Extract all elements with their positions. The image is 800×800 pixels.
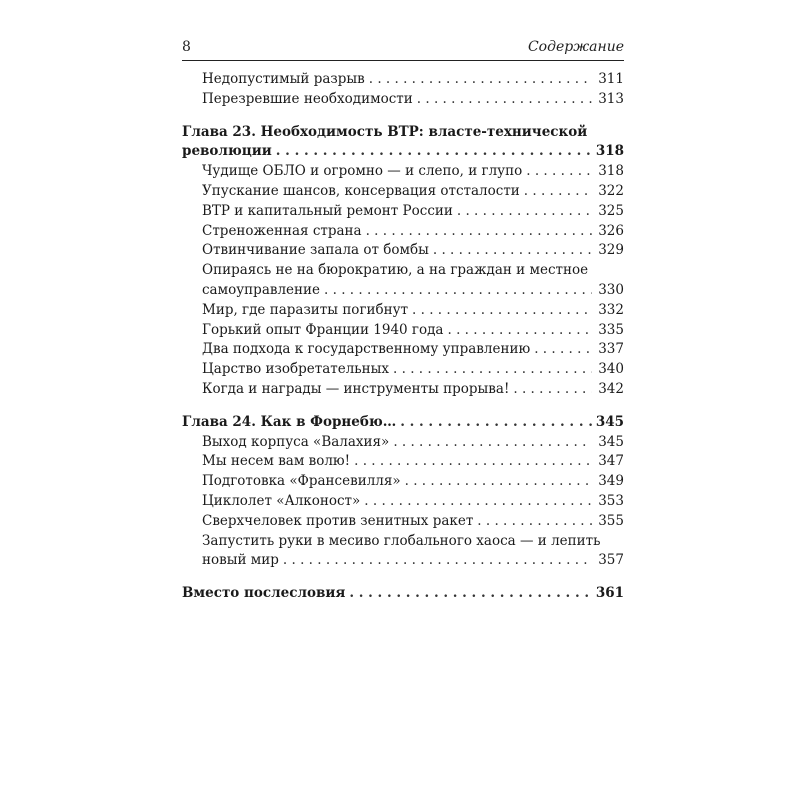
toc-entry [182, 222, 624, 242]
toc-entry-page: 347 [598, 453, 624, 470]
toc-entry-title: Стреноженная страна [202, 222, 362, 239]
toc-entry [182, 472, 624, 492]
toc-entry [182, 70, 624, 90]
dot-leader [433, 241, 592, 261]
toc-entry-page: 332 [598, 301, 624, 318]
toc-entry [182, 360, 624, 380]
toc-entry-title: Отвинчивание запала от бомбы [202, 242, 429, 259]
toc-entry-title: Перезревшие необходимости [202, 90, 413, 107]
toc-entry-title: Чудище ОБЛО и огромно — и слепо, и глупо [202, 163, 523, 180]
dot-leader [364, 492, 592, 512]
toc-entry-title: Царство изобретательных [202, 361, 390, 378]
toc-entry [182, 281, 624, 301]
toc-entry [182, 551, 624, 571]
toc-entry-page: 345 [598, 433, 624, 450]
dot-leader [283, 551, 592, 571]
toc-entry-title-line: новый мир [202, 552, 279, 569]
toc-entry-title: Мы несем вам волю! [202, 453, 351, 470]
dot-leader [369, 70, 592, 90]
toc-entry-page: 353 [598, 492, 624, 509]
toc-entry [182, 380, 624, 400]
dot-leader [393, 360, 592, 380]
dot-leader [393, 433, 592, 453]
toc-entry-page: 337 [598, 341, 624, 358]
toc-entry-title: Выход корпуса «Валахия» [202, 433, 390, 450]
table-of-contents [182, 70, 624, 604]
toc-entry-title: Мир, где паразиты погибнут [202, 301, 409, 318]
dot-leader [447, 321, 592, 341]
dot-leader [524, 182, 592, 202]
toc-entry-page: 329 [598, 242, 624, 259]
dot-leader [477, 512, 592, 532]
dot-leader [534, 340, 592, 360]
dot-leader [349, 584, 591, 604]
chapter-page: 318 [595, 143, 624, 160]
toc-entry-page: 330 [598, 281, 624, 298]
toc-entry-title: Циклолет «Алконост» [202, 492, 361, 509]
toc-entry [182, 202, 624, 222]
toc-entry-page: 313 [598, 90, 624, 107]
dot-leader [417, 90, 592, 110]
toc-entry [182, 452, 624, 472]
dot-leader [276, 142, 592, 162]
toc-entry [182, 340, 624, 360]
dot-leader [405, 472, 592, 492]
dot-leader [324, 281, 592, 301]
page-number: 8 [182, 39, 191, 55]
chapter-page: 345 [595, 413, 624, 430]
toc-entry [182, 241, 624, 261]
toc-entry-title: Когда и награды — инструменты прорыва! [202, 380, 510, 397]
toc-entry-page: 340 [598, 361, 624, 378]
chapter-title: Глава 24. Как в Форнебю… [182, 413, 397, 430]
dot-leader [366, 222, 592, 242]
afterword-page: 361 [595, 585, 624, 602]
toc-entry-title-line: Опираясь не на бюрократию, а на граждан и местное [202, 262, 589, 279]
toc-entry-page: 325 [598, 202, 624, 219]
dot-leader [513, 380, 592, 400]
chapter-title-line: революции [182, 143, 272, 160]
toc-entry-title: Подготовка «Франсевилля» [202, 473, 401, 490]
toc-entry-title: Горький опыт Франции 1940 года [202, 321, 444, 338]
chapter-title-line: Глава 23. Необходимость ВТР: власте-технической [182, 123, 588, 140]
toc-entry-page: 355 [598, 512, 624, 529]
toc-entry-page: 318 [598, 163, 624, 180]
toc-entry-title: Недопустимый разрыв [202, 71, 365, 87]
toc-entry [182, 433, 624, 453]
dot-leader [400, 413, 592, 433]
afterword-title: Вместо послесловия [182, 585, 346, 602]
toc-entry-page: 357 [598, 552, 624, 569]
running-title: Содержание [527, 39, 624, 55]
toc-entry-title: Упускание шансов, консервация отсталости [202, 182, 520, 199]
toc-entry-title-line: Запустить руки в месиво глобального хаоса — и лепить [202, 532, 601, 549]
toc-entry [182, 492, 624, 512]
toc-entry [182, 90, 624, 110]
dot-leader [526, 162, 592, 182]
toc-entry [182, 512, 624, 532]
dot-leader [354, 452, 592, 472]
dot-leader [457, 202, 592, 222]
toc-entry [182, 162, 624, 182]
afterword-entry [182, 584, 624, 604]
toc-entry-title: Два подхода к государственному управлению [202, 341, 531, 358]
toc-entry [182, 321, 624, 341]
toc-entry-title: Сверхчеловек против зенитных ракет [202, 512, 474, 529]
toc-entry-page: 342 [598, 380, 624, 397]
toc-entry [182, 301, 624, 321]
dot-leader [412, 301, 592, 321]
toc-entry-page: 335 [598, 321, 624, 338]
toc-entry-page: 311 [598, 71, 624, 87]
toc-entry-title: ВТР и капитальный ремонт России [202, 202, 453, 219]
toc-entry-page: 349 [598, 473, 624, 490]
chapter-entry [182, 142, 624, 162]
running-header [182, 38, 624, 61]
toc-entry-title-line: самоуправление [202, 281, 321, 298]
toc-entry [182, 182, 624, 202]
toc-entry-page: 322 [598, 182, 624, 199]
chapter-entry [182, 413, 624, 433]
toc-entry-page: 326 [598, 222, 624, 239]
